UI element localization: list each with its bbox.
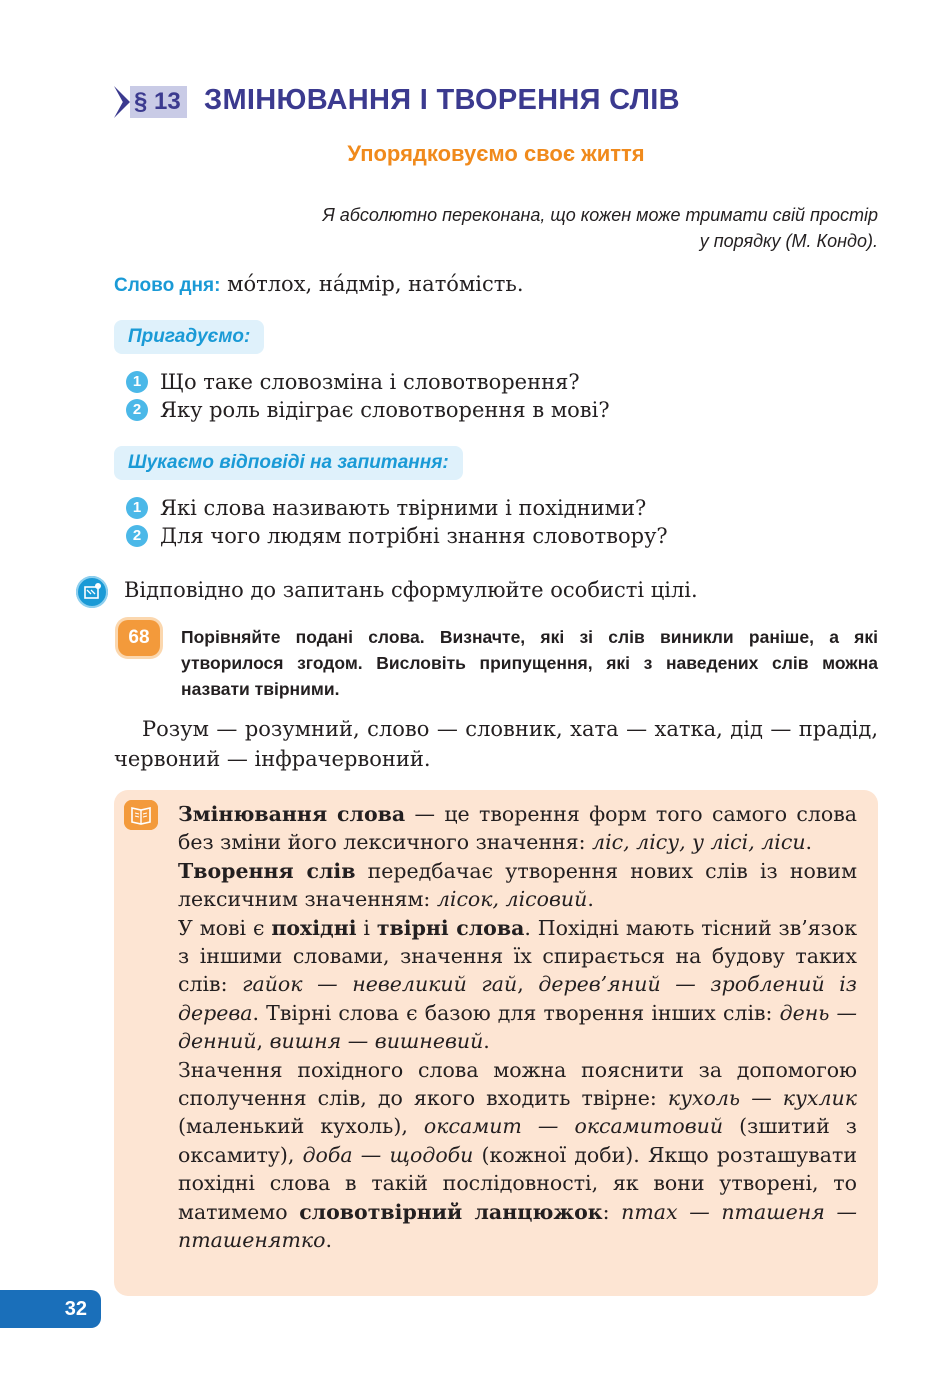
example-doba: доба — щодоби — [302, 1142, 474, 1167]
term-word-change: Змінювання слова — [178, 802, 406, 826]
rule-text-span: У мові є — [178, 915, 272, 940]
rule-text — [178, 800, 857, 1255]
rule-text-span: — це творення форм того самого слова без зміни його лексичного значення: — [178, 802, 858, 855]
number-1-icon: 1 — [126, 371, 148, 393]
word-of-day — [114, 272, 524, 297]
example-new-words: лісок, лісовий — [436, 887, 588, 912]
search-question-2: Для чого людям потрібні знання словотвору? — [160, 524, 668, 548]
page-title: ЗМІНЮВАННЯ І ТВОРЕННЯ СЛІВ — [204, 84, 680, 116]
example-vyshnia: вишня — вишневий — [269, 1029, 484, 1054]
number-1-icon: 1 — [126, 497, 148, 519]
rule-paragraph-1: Змінювання слова — це творення форм того самого слова без зміни його лексичного значення: ліс, лісу, у лісі, ліси. — [178, 802, 858, 855]
recall-list — [126, 368, 610, 424]
list-item — [126, 396, 610, 424]
rule-text-span: (маленький кухоль), — [178, 1114, 424, 1139]
search-list — [126, 494, 668, 550]
search-label: Шукаємо відповіді на запитання: — [114, 446, 463, 480]
quote-line-1: Я абсолютно переконана, що кожен може тримати свій простір — [322, 205, 878, 225]
page-subtitle: Упорядковуємо своє життя — [347, 141, 645, 166]
rule-paragraph-4: Значення похідного слова можна пояснити за допомогою сполучення слів, до якого входить твірне: кухоль — кухлик (маленький кухоль), оксамит — оксамитовий (зшитий з оксамиту), доба — щодоби (кожної доби). Якщо розташувати похідні слова в такій послідовності, як вони утворені, то матимемо словотвірний ланцюжок: птах — пташеня — пташенятко. — [178, 1057, 857, 1253]
exercise-task: Порівняйте подані слова. Визначте, які зі слів виникли раніше, а які утворилося згодом. Висловіть припущення, які з наведених слів можна назвати твірними. — [181, 627, 878, 699]
rule-paragraph-3: У мові є похідні і твірні слова. Похідні мають тісний зв’язок з іншими словами, значення їх спирається на будову таких слів: гайок — невеликий гай, дерев’яний — зроблений із дерева. Твірні слова є базою для творення інших слів: день — денний, вишня — вишневий. — [178, 915, 858, 1054]
exercise-word-pairs: Розум — розумний, слово — словник, хата — хатка, дід — прадід, червоний — інфрачервоний. — [114, 717, 878, 771]
rule-text-span: . Похідні мають тісний зв’язок з іншими словами, значення їх спирається на будову таких слів: — [178, 915, 858, 997]
term-chain: словотвірний ланцюжок — [299, 1199, 603, 1224]
example-forms: ліс, лісу, у лісі, ліси — [592, 830, 806, 855]
number-2-icon: 2 — [126, 525, 148, 547]
quote-line-2: у порядку (М. Кондо). — [699, 231, 878, 251]
section-arrow-icon — [114, 86, 130, 118]
recall-question-1: Що таке словозміна і словотворення? — [160, 370, 580, 394]
rule-paragraph-2: Творення слів передбачає утворення нових слів із новим лексичним значенням: лісок, лісовий. — [178, 858, 858, 912]
rule-text-span: передбачає утворення нових слів із новим лексичним значенням: — [178, 858, 858, 912]
example-derevianyi: дерев’яний — зроблений із дерева — [178, 972, 857, 1025]
section-label: § 13 — [130, 86, 187, 118]
list-item — [126, 522, 668, 550]
example-den: день — денний — [178, 1000, 857, 1054]
rule-text-span: . Твірні слова є базою для творення інших слів: — [252, 1000, 780, 1025]
exercise-words — [114, 714, 878, 774]
goals-instruction: Відповідно до запитань сформулюйте особисті цілі. — [124, 578, 698, 602]
exercise-number-badge: 68 — [118, 620, 160, 656]
recall-question-2: Яку роль відіграє словотворення в мові? — [160, 398, 610, 422]
rule-text-span: (зшитий з оксамиту), — [178, 1114, 857, 1167]
section-badge — [114, 86, 187, 118]
word-of-day-label: Слово дня: — [114, 275, 221, 296]
epigraph-quote — [238, 202, 878, 254]
rule-text-span: (кожної доби). Якщо розташувати похідні слова в такій послідовності, як вони утворені, то матимемо — [178, 1142, 857, 1224]
goal-target-icon — [76, 576, 108, 608]
rule-book-icon — [124, 800, 158, 830]
list-item — [126, 368, 610, 396]
recall-label: Пригадуємо: — [114, 320, 264, 354]
rule-text-span: Значення похідного слова можна пояснити за допомогою сполучення слів, до якого входить твірне: — [178, 1057, 857, 1111]
example-kukhol: кухоль — кухлик — [667, 1086, 857, 1111]
list-item — [126, 494, 668, 522]
example-ptakh: птах — пташеня — пташенятко — [178, 1199, 857, 1253]
page-number: 32 — [0, 1290, 101, 1328]
example-oksamyt: оксамит — оксамитовий — [423, 1114, 724, 1139]
search-question-1: Які слова називають твірними і похідними? — [160, 496, 647, 520]
number-2-icon: 2 — [126, 399, 148, 421]
term-base-words: твірні слова — [376, 915, 525, 940]
term-word-formation: Творення слів — [178, 858, 356, 883]
example-hayok: гайок — невеликий гай — [242, 972, 518, 997]
term-derived: похідні — [271, 915, 357, 940]
word-of-day-words: мо́тлох, на́дмір, нато́мість. — [227, 272, 524, 296]
rule-text-span: і — [356, 915, 377, 940]
